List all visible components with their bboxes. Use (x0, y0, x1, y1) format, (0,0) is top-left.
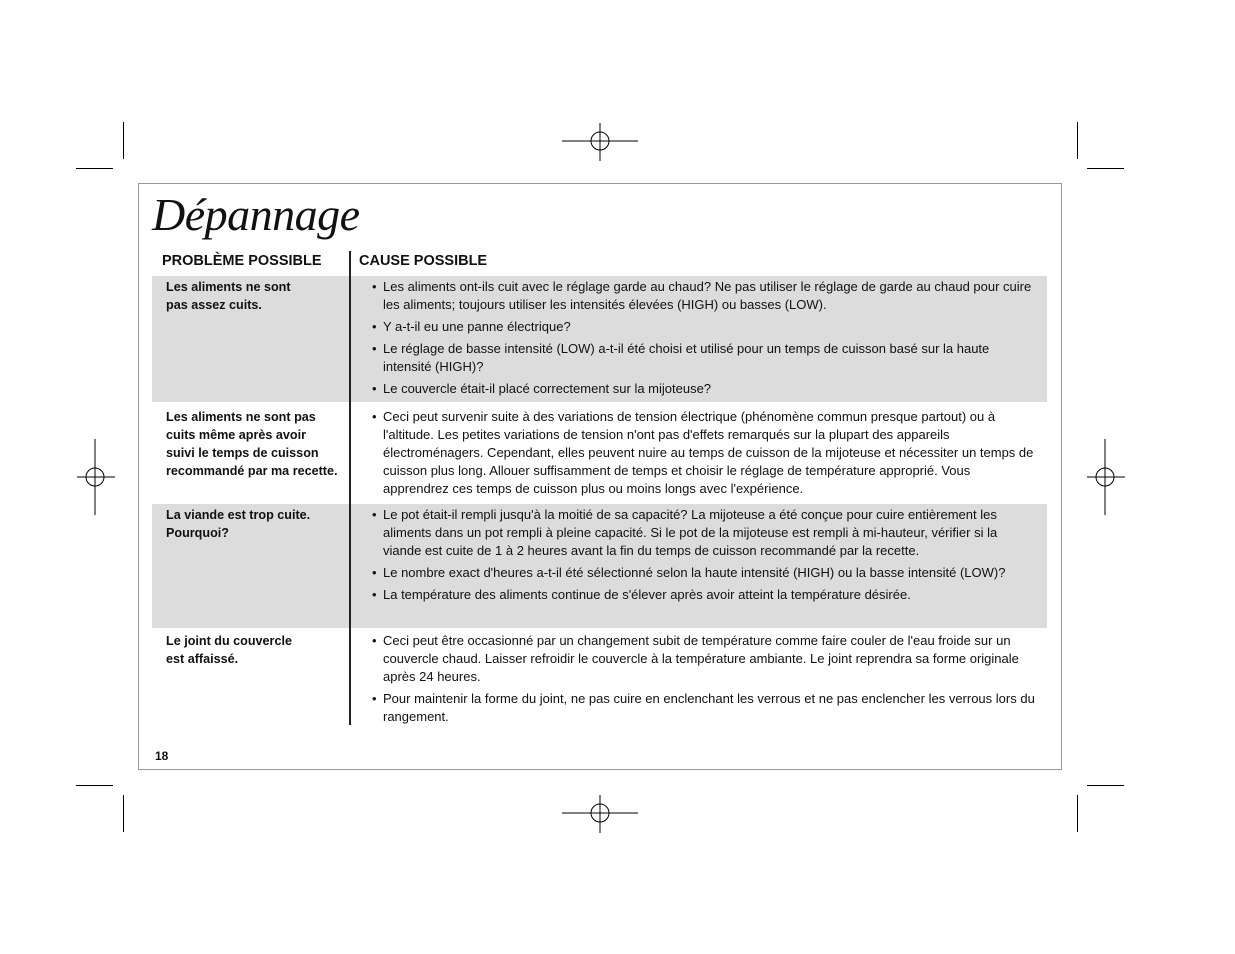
problem-column-header: PROBLÈME POSSIBLE (162, 253, 322, 269)
cause-item: • Les aliments ont-ils cuit avec le réglage garde au chaud? Ne pas utiliser le réglage de garde au chaud pour cuire les aliments; toujours utiliser les intensités élevées (HIGH) ou basses (LOW). (374, 278, 1036, 314)
cause-item: • La température des aliments continue de s'élever après avoir atteint la température désirée. (374, 586, 1036, 604)
cause-list (374, 632, 1036, 730)
cause-list (374, 278, 1036, 402)
troubleshooting-row (152, 406, 1047, 502)
cause-item: • Y a-t-il eu une panne électrique? (374, 318, 1036, 336)
problem-text: Les aliments ne sont pas cuits même après avoir suivi le temps de cuisson recommandé par ma recette. (166, 410, 338, 478)
crop-mark (1087, 785, 1124, 786)
column-divider (349, 251, 351, 725)
cause-item: • Le nombre exact d'heures a-t-il été sélectionné selon la haute intensité (HIGH) ou la basse intensité (LOW)? (374, 564, 1036, 582)
cause-item: • Le couvercle était-il placé correctement sur la mijoteuse? (374, 380, 1036, 398)
crop-mark (123, 122, 124, 159)
troubleshooting-row (152, 504, 1047, 628)
cause-item: • Ceci peut survenir suite à des variations de tension électrique (phénomène commun presque partout) ou à l'altitude. Les petites variations de tension n'ont pas d'effets remarqués sur la plupart des appareils électroménagers. Cependant, elles peuvent nuire au temps de cuisson de la mijoteuse et nécessiter un temps de cuisson plus long. Allouer suffisamment de temps et choisir le réglage de température approprié. Vous apprendrez ces temps de cuisson plus ou moins longs avec l'expérience. (374, 408, 1036, 498)
cause-item: • Le réglage de basse intensité (LOW) a-t-il été choisi et utilisé pour un temps de cuisson basé sur la haute intensité (HIGH)? (374, 340, 1036, 376)
problem-text: La viande est trop cuite. Pourquoi? (166, 508, 311, 540)
troubleshooting-row (152, 630, 1047, 726)
crop-mark (1087, 168, 1124, 169)
cause-item: • Le pot était-il rempli jusqu'à la moitié de sa capacité? La mijoteuse a été conçue pour cuire entièrement les aliments dans un pot rempli à pleine capacité. Si le pot de la mijoteuse est rempli à mi-hauteur, vérifier si la viande est cuite de 1 à 2 heures avant la fin du temps de cuisson recommandé par la recette. (374, 506, 1036, 560)
problem-text: Le joint du couvercle est affaissé. (166, 634, 292, 666)
crop-mark (76, 168, 113, 169)
cause-list (374, 408, 1036, 502)
cause-item: • Pour maintenir la forme du joint, ne pas cuire en enclenchant les verrous et ne pas enclencher les verrous lors du rangement. (374, 690, 1036, 726)
crop-mark (1077, 122, 1078, 159)
registration-mark-icon (57, 439, 133, 515)
page-title: Dépannage (152, 189, 360, 240)
registration-mark-icon (562, 775, 638, 851)
crop-mark (76, 785, 113, 786)
crop-mark (123, 795, 124, 832)
cause-item: • Ceci peut être occasionné par un changement subit de température comme faire couler de l'eau froide sur un couvercle chaud. Laisser refroidir le couvercle à la température ambiante. Le joint reprendra sa forme originale après 24 heures. (374, 632, 1036, 686)
cause-list (374, 506, 1036, 608)
registration-mark-icon (562, 103, 638, 179)
troubleshooting-row (152, 276, 1047, 402)
cause-column-header: CAUSE POSSIBLE (359, 253, 488, 269)
registration-mark-icon (1067, 439, 1143, 515)
problem-text: Les aliments ne sont pas assez cuits. (166, 280, 291, 312)
crop-mark (1077, 795, 1078, 832)
page-number: 18 (155, 749, 169, 763)
